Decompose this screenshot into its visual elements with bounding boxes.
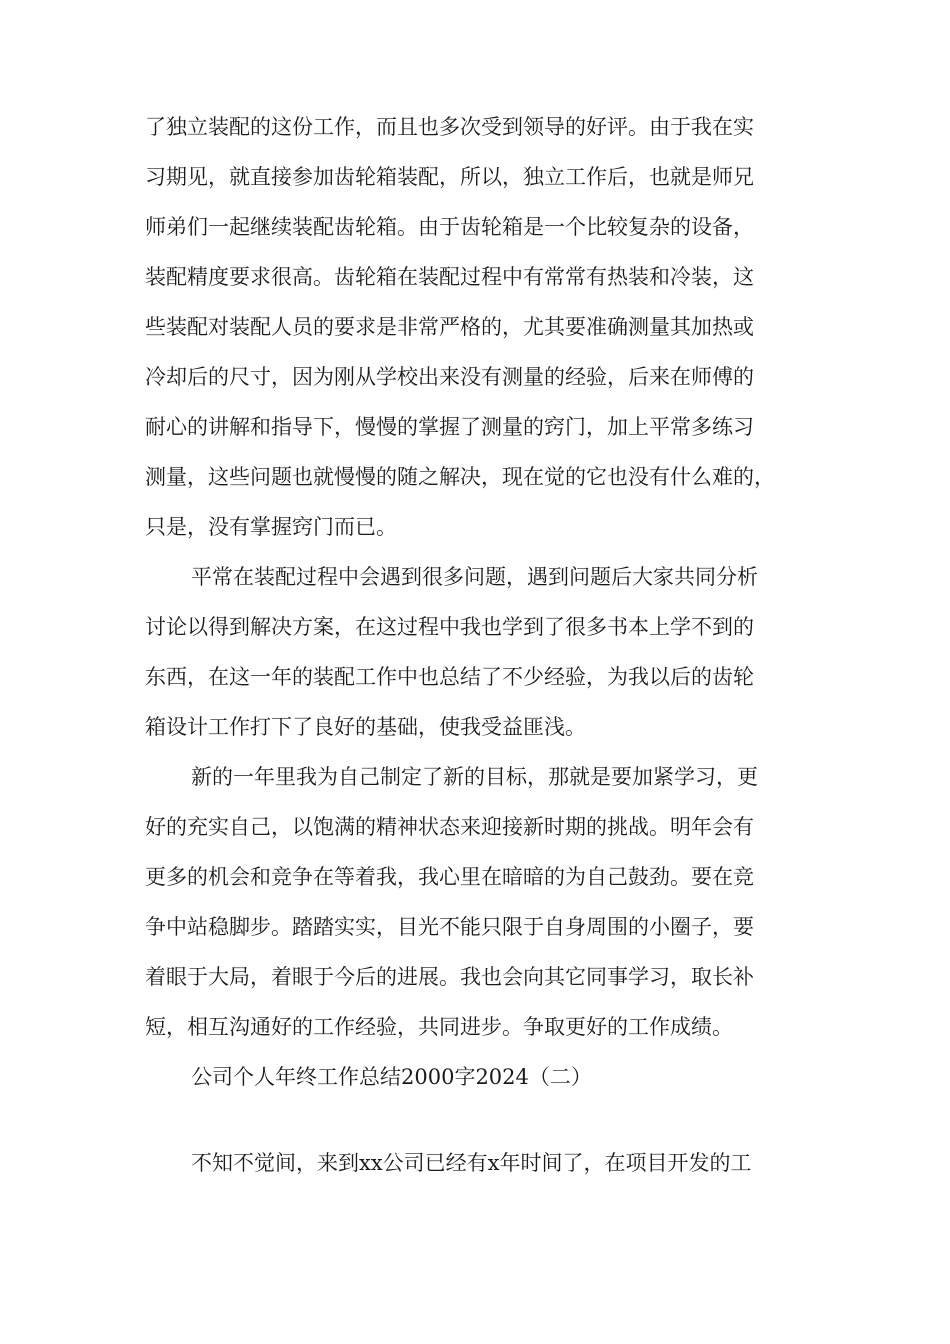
paragraph-1-line-4: 装配精度要求很高。齿轮箱在装配过程中有常常有热装和冷装，这 <box>145 265 754 289</box>
paragraph-3-line-5: 着眼于大局，着眼于今后的进展。我也会向其它同事学习，取长补 <box>145 965 754 989</box>
section-heading: 公司个人年终工作总结2000字2024（二） <box>191 1065 592 1089</box>
paragraph-1-line-7: 耐心的讲解和指导下，慢慢的掌握了测量的窍门，加上平常多练习 <box>145 415 754 439</box>
paragraph-3-line-6: 短，相互沟通好的工作经验，共同进步。争取更好的工作成绩。 <box>145 1015 733 1039</box>
paragraph-3-line-3: 更多的机会和竞争在等着我，我心里在暗暗的为自己鼓劲。要在竞 <box>145 865 754 889</box>
paragraph-3-line-4: 争中站稳脚步。踏踏实实，目光不能只限于自身周围的小圈子，要 <box>145 915 754 939</box>
paragraph-2-line-4: 箱设计工作打下了良好的基础，使我受益匪浅。 <box>145 715 586 739</box>
paragraph-2-line-1: 平常在装配过程中会遇到很多问题，遇到问题后大家共同分析 <box>191 565 758 589</box>
blank-gap <box>145 1102 825 1138</box>
paragraph-1-line-3: 师弟们一起继续装配齿轮箱。由于齿轮箱是一个比较复杂的设备， <box>145 215 754 239</box>
paragraph-2-line-3: 东西，在这一年的装配工作中也总结了不少经验，为我以后的齿轮 <box>145 665 754 689</box>
paragraph-4-line-1: 不知不觉间，来到xx公司已经有x年时间了，在项目开发的工 <box>191 1151 752 1175</box>
paragraph-1-line-5: 些装配对装配人员的要求是非常严格的，尤其要准确测量其加热或 <box>145 315 754 339</box>
paragraph-1-line-1: 了独立装配的这份工作，而且也多次受到领导的好评。由于我在实 <box>145 115 754 139</box>
paragraph-3-line-1: 新的一年里我为自己制定了新的目标，那就是要加紧学习，更 <box>191 765 758 789</box>
document-body <box>145 102 825 1188</box>
paragraph-1-line-9: 只是，没有掌握窍门而已。 <box>145 515 397 539</box>
paragraph-1-line-6: 冷却后的尺寸，因为刚从学校出来没有测量的经验，后来在师傅的 <box>145 365 754 389</box>
paragraph-1-line-2: 习期见，就直接参加齿轮箱装配，所以，独立工作后，也就是师兄 <box>145 165 754 189</box>
paragraph-3-line-2: 好的充实自己，以饱满的精神状态来迎接新时期的挑战。明年会有 <box>145 815 754 839</box>
paragraph-2-line-2: 讨论以得到解决方案，在这过程中我也学到了很多书本上学不到的 <box>145 615 754 639</box>
paragraph-1-line-8: 测量，这些问题也就慢慢的随之解决，现在觉的它也没有什么难的， <box>145 465 775 489</box>
